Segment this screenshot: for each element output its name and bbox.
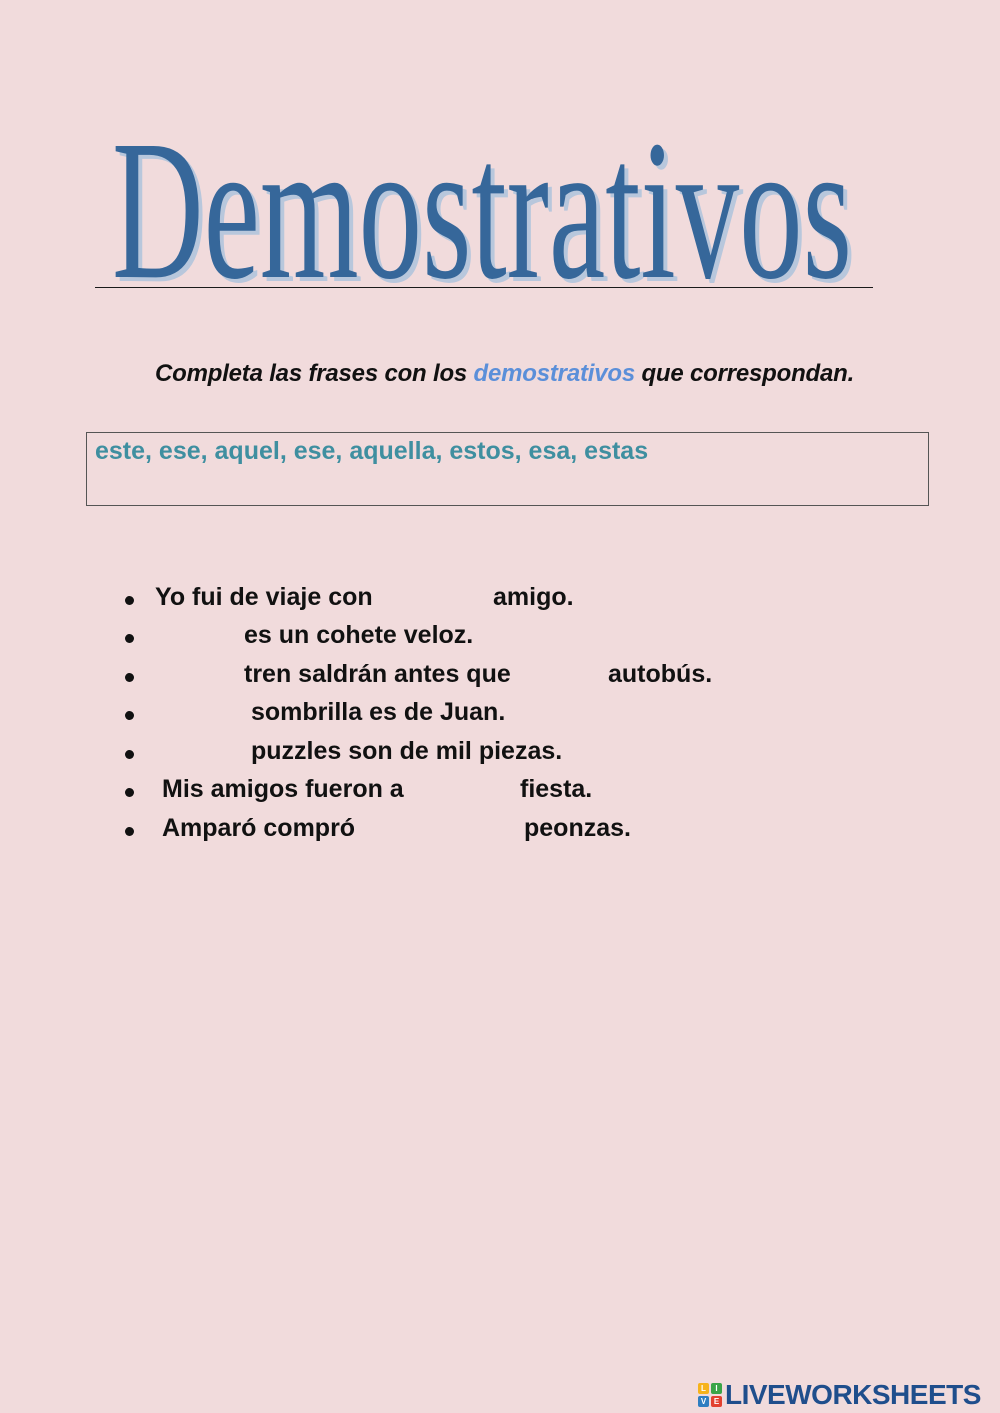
- page-title: [95, 60, 873, 290]
- title-text: Demostrativos: [112, 100, 852, 290]
- liveworksheets-logo-icon: L I V E: [698, 1383, 722, 1407]
- bullet-icon: [125, 596, 134, 605]
- instruction: [155, 360, 854, 388]
- word-bank-box: [86, 432, 929, 506]
- bullet-icon: [125, 750, 134, 759]
- bullet-icon: [125, 634, 134, 643]
- sentence-7: [0, 814, 1000, 850]
- bullet-icon: [125, 673, 134, 682]
- sentence-6-part-1: Mis amigos fueron a: [162, 775, 404, 803]
- sentence-6: [0, 775, 1000, 811]
- instruction-before: Completa las frases con los: [155, 360, 474, 387]
- bullet-icon: [125, 711, 134, 720]
- title-underline: [95, 287, 873, 288]
- sentence-2: [0, 621, 1000, 657]
- sentence-1: [0, 583, 1000, 619]
- blank-input-7[interactable]: [424, 775, 512, 805]
- sentence-1-part-1: Yo fui de viaje con: [155, 583, 373, 611]
- blank-input-2[interactable]: [155, 621, 237, 651]
- sentence-6-part-2: fiesta.: [520, 775, 593, 803]
- sentence-5: [0, 737, 1000, 773]
- sentence-7-part-1: Amparó compró: [162, 814, 356, 842]
- blank-input-1[interactable]: [390, 583, 485, 613]
- bullet-icon: [125, 788, 134, 797]
- sentence-5-part-1: puzzles son de mil piezas.: [251, 737, 563, 765]
- sentence-4: [0, 698, 1000, 734]
- title-shadow: Demostrativos: [116, 104, 856, 290]
- blank-input-8[interactable]: [374, 814, 517, 844]
- sentence-2-part-1: es un cohete veloz.: [244, 621, 474, 649]
- sentence-3-part-1: tren saldrán antes que: [244, 660, 511, 688]
- instruction-after: que correspondan.: [634, 360, 855, 387]
- blank-input-5[interactable]: [155, 698, 243, 728]
- sentence-1-part-2: amigo.: [493, 583, 574, 611]
- blank-input-3[interactable]: [155, 660, 237, 690]
- instruction-highlight: demostrativos: [473, 360, 635, 387]
- liveworksheets-logo: [698, 1380, 981, 1410]
- sentence-4-part-1: sombrilla es de Juan.: [251, 698, 506, 726]
- sentence-7-part-2: peonzas.: [524, 814, 631, 842]
- word-bank-text: este, ese, aquel, ese, aquella, estos, esa, estas: [95, 437, 649, 465]
- blank-input-4[interactable]: [533, 660, 601, 690]
- blank-input-6[interactable]: [155, 737, 243, 767]
- sentence-3-part-2: autobús.: [608, 660, 713, 688]
- title-wordart: [95, 60, 873, 290]
- sentence-3: [0, 660, 1000, 696]
- liveworksheets-logo-text: LIVEWORKSHEETS: [725, 1379, 981, 1410]
- bullet-icon: [125, 827, 134, 836]
